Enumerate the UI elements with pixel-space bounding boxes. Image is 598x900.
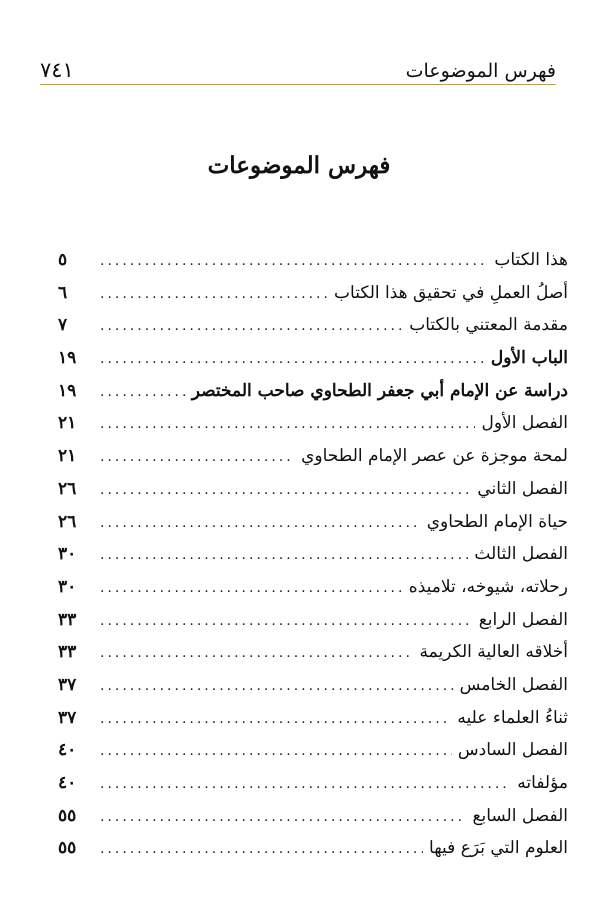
toc-entry-label: دراسة عن الإمام أبي جعفر الطحاوي صاحب المختصر xyxy=(191,380,568,401)
toc-entry[interactable] xyxy=(58,577,568,610)
running-head-page-number: ٧٤١ xyxy=(40,58,74,82)
toc-leader-dots xyxy=(100,580,403,596)
toc-leader-dots xyxy=(100,515,421,531)
toc-entry-page-number: ٢٦ xyxy=(58,511,77,532)
toc-entry-page-number: ٥٥ xyxy=(58,805,77,826)
toc-entry-label: هذا الكتاب xyxy=(494,250,568,270)
toc-entry-label: أخلاقه العالية الكريمة xyxy=(419,642,568,663)
toc-entry[interactable] xyxy=(58,610,568,643)
toc-entry-page-number: ١٩ xyxy=(58,348,77,369)
toc-entry-label: الفصل الثاني xyxy=(477,478,568,499)
toc-leader-dots xyxy=(100,613,473,629)
toc-entry[interactable] xyxy=(58,806,568,839)
toc-entry-label: الفصل السادس xyxy=(457,740,568,761)
toc-entry-page-number: ٣٣ xyxy=(58,609,77,630)
toc-leader-dots xyxy=(100,547,468,563)
toc-entry-label: مؤلفاته xyxy=(517,773,568,793)
toc-leader-dots xyxy=(100,841,423,857)
header-rule xyxy=(40,84,556,85)
running-head-title: فهرس الموضوعات xyxy=(405,60,556,82)
toc-entry-page-number: ٣٣ xyxy=(58,642,77,663)
toc-entry[interactable] xyxy=(58,773,568,806)
toc-entry[interactable] xyxy=(58,642,568,675)
toc-entry-label: رحلاته، شيوخه، تلاميذه xyxy=(408,576,568,597)
toc-leader-dots xyxy=(100,809,466,825)
toc-leader-dots xyxy=(100,318,403,334)
toc-leader-dots xyxy=(100,743,452,759)
toc-entry[interactable] xyxy=(58,740,568,773)
toc-leader-dots xyxy=(100,286,328,302)
toc-entry-page-number: ٦ xyxy=(58,282,68,303)
toc-entry-page-number: ٣٠ xyxy=(58,544,77,565)
toc-entry-page-number: ٧ xyxy=(58,315,68,336)
toc-entry[interactable] xyxy=(58,544,568,577)
toc-entry-page-number: ٥ xyxy=(58,250,68,270)
page-title: فهرس الموضوعات xyxy=(207,152,391,179)
toc-leader-dots xyxy=(100,351,485,367)
toc-entry-label: ثناءُ العلماء عليه xyxy=(457,707,568,728)
toc-entry-page-number: ٢١ xyxy=(58,446,77,467)
toc-entry[interactable] xyxy=(58,512,568,545)
toc-entry-page-number: ٥٥ xyxy=(58,838,77,859)
toc-entry-label: الباب الأول xyxy=(490,348,568,369)
toc-entry[interactable] xyxy=(58,413,568,446)
toc-entry[interactable] xyxy=(58,381,568,414)
toc-leader-dots xyxy=(100,253,488,269)
toc-entry-page-number: ٢١ xyxy=(58,413,77,434)
table-of-contents xyxy=(58,250,568,871)
toc-entry-page-number: ٣٧ xyxy=(58,707,77,728)
toc-leader-dots xyxy=(100,678,454,694)
toc-entry[interactable] xyxy=(58,838,568,871)
toc-entry-label: الفصل الخامس xyxy=(459,674,568,695)
toc-leader-dots xyxy=(100,776,511,792)
toc-entry[interactable] xyxy=(58,479,568,512)
toc-leader-dots xyxy=(100,449,295,465)
toc-entry-page-number: ٣٠ xyxy=(58,576,77,597)
toc-entry[interactable] xyxy=(58,348,568,381)
toc-entry[interactable] xyxy=(58,675,568,708)
toc-entry-label: الفصل الثالث xyxy=(474,544,568,565)
toc-entry[interactable] xyxy=(58,250,568,283)
toc-entry[interactable] xyxy=(58,708,568,741)
toc-entry-label: العلوم التي بَرَع فيها xyxy=(429,838,568,859)
toc-entry-label: مقدمة المعتني بالكتاب xyxy=(409,315,568,336)
toc-entry-page-number: ٢٦ xyxy=(58,478,77,499)
toc-entry-label: الفصل السابع xyxy=(472,805,568,826)
toc-entry[interactable] xyxy=(58,315,568,348)
toc-entry-label: الفصل الأول xyxy=(481,413,568,434)
toc-entry[interactable] xyxy=(58,283,568,316)
toc-leader-dots xyxy=(100,482,471,498)
toc-leader-dots xyxy=(100,416,475,432)
toc-entry-page-number: ٣٧ xyxy=(58,674,77,695)
toc-leader-dots xyxy=(100,711,451,727)
toc-entry-label: لمحة موجزة عن عصر الإمام الطحاوي xyxy=(301,446,568,467)
toc-entry-page-number: ٤٠ xyxy=(58,740,77,761)
running-head xyxy=(40,48,556,82)
toc-entry-label: حياة الإمام الطحاوي xyxy=(426,511,568,532)
toc-entry-label: الفصل الرابع xyxy=(478,609,568,630)
toc-leader-dots xyxy=(100,645,414,661)
toc-entry-page-number: ٤٠ xyxy=(58,773,77,793)
toc-leader-dots xyxy=(100,384,186,400)
toc-entry[interactable] xyxy=(58,446,568,479)
toc-entry-label: أصلُ العملِ في تحقيق هذا الكتاب xyxy=(334,282,568,303)
toc-entry-page-number: ١٩ xyxy=(58,380,77,401)
